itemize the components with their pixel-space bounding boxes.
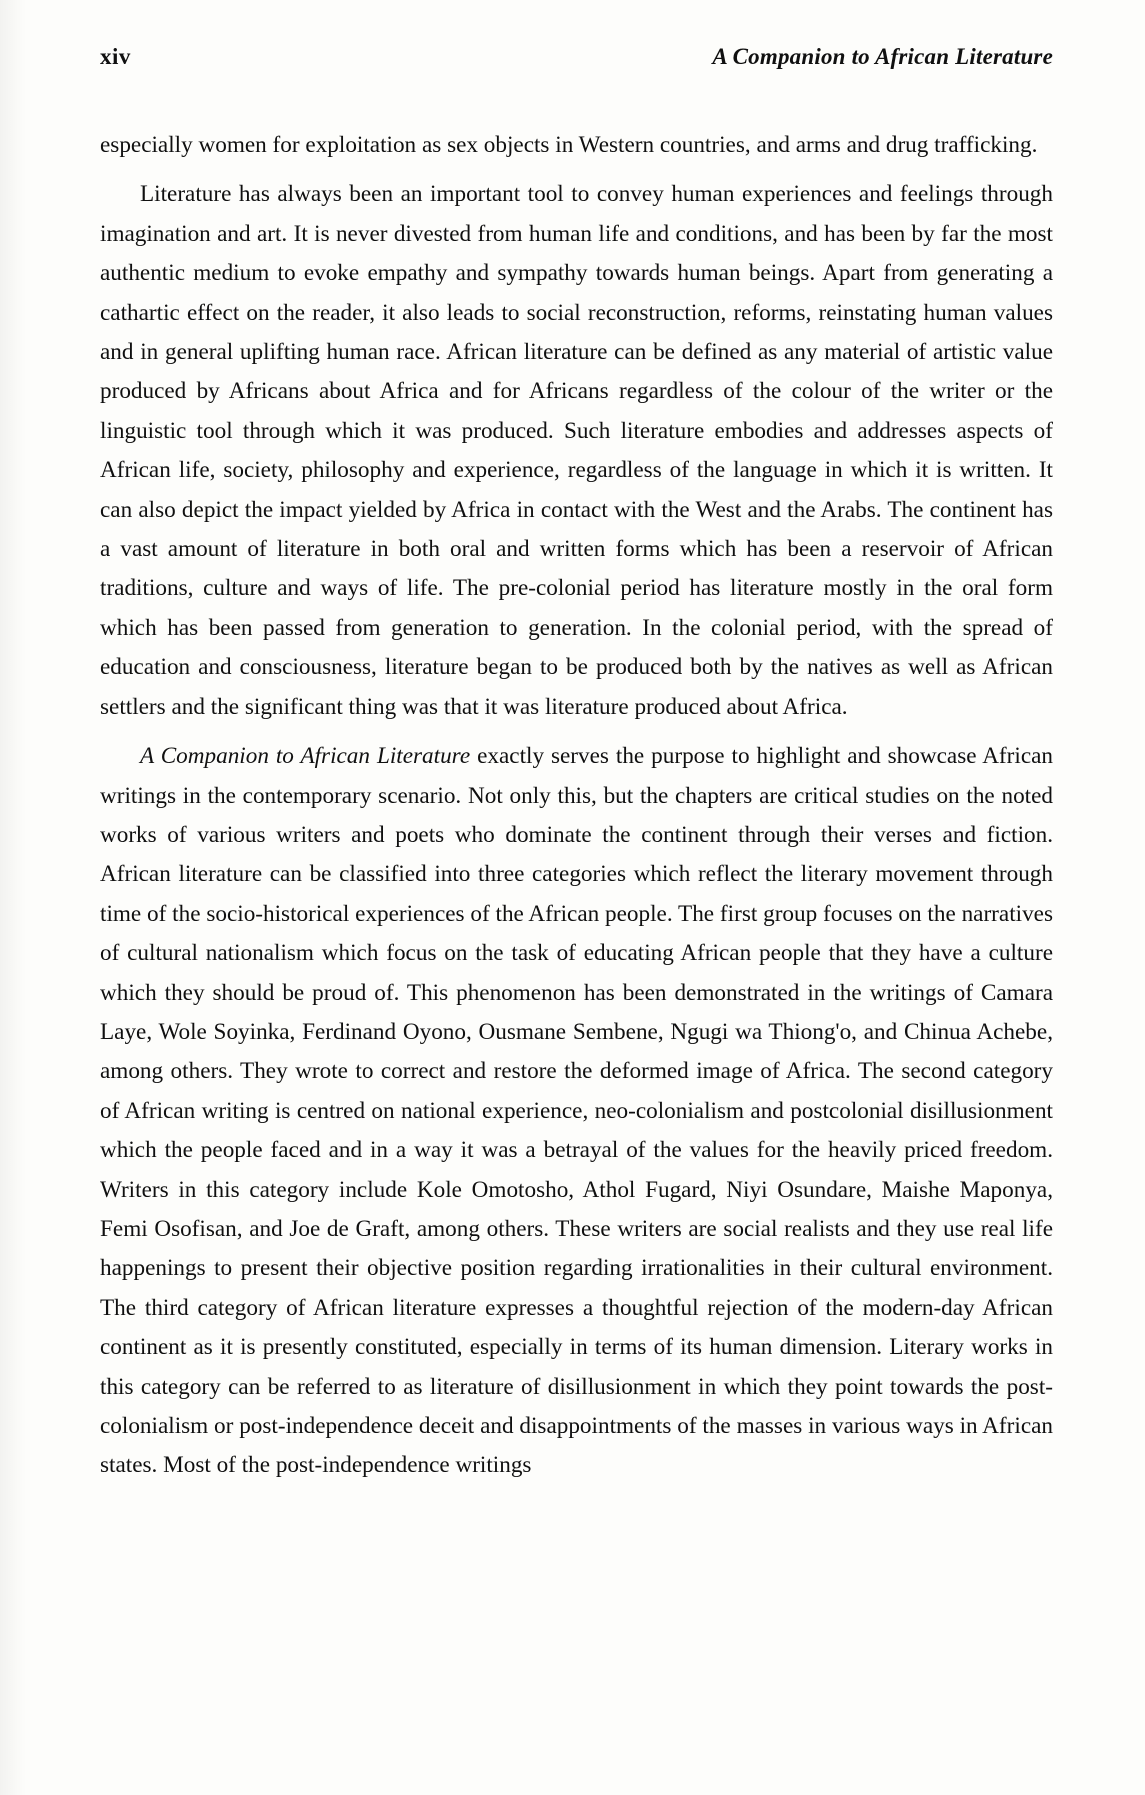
paragraph-companion	[100, 737, 1053, 1486]
paragraph-spacer	[100, 167, 1053, 175]
book-title-mention: A Companion to African Literature	[140, 743, 471, 770]
running-head	[100, 44, 1053, 70]
paragraph-companion-text: exactly serves the purpose to highlight and showcase African writings in the contemporary scenario. Not only this, but the chapters are critical studies on the noted works of various writers and poets who dominate the continent through their verses and fiction. African literature can be classified into three categories which reflect the literary movement through time of the socio-historical experiences of the African people. The first group focuses on the narratives of cultural nationalism which focus on the task of educating African people that they have a culture which they should be proud of. This phenomenon has been demonstrated in the writings of Camara Laye, Wole Soyinka, Ferdinand Oyono, Ousmane Sembene, Ngugi wa Thiong'o, and Chinua Achebe, among others. They wrote to correct and restore the deformed image of Africa. The second category of African writing is centred on national experience, neo-colonialism and postcolonial disillusionment which the people faced and in a way it was a betrayal of the values for the heavily priced freedom. Writers in this category include Kole Omotosho, Athol Fugard, Niyi Osundare, Maishe Maponya, Femi Osofisan, and Joe de Graft, among others. These writers are social realists and they use real life happenings to present their objective position regarding irrationalities in their cultural environment. The third category of African literature expresses a thoughtful rejection of the modern-day African continent as it is presently constituted, especially in terms of its human dimension. Literary works in this category can be referred to as literature of disillusionment in which they point towards the post-colonialism or post-independence deceit and disappointments of the masses in various ways in African states. Most of the post-independence writings	[100, 743, 1053, 1479]
body-text	[100, 126, 1053, 1486]
page-edge-shading	[0, 0, 26, 1795]
page-number: xiv	[100, 44, 131, 69]
book-title: A Companion to African Literature	[712, 44, 1053, 69]
paragraph-continued: especially women for exploitation as sex objects in Western countries, and arms and drug trafficking.	[100, 132, 1038, 158]
paragraph-literature-tool: Literature has always been an important tool to convey human experiences and feelings through imagination and art. It is never divested from human life and conditions, and has been by far the most authentic medium to evoke empathy and sympathy towards human beings. Apart from generating a cathartic effect on the reader, it also leads to social reconstruction, reforms, reinstating human values and in general uplifting human race. African literature can be defined as any material of artistic value produced by Africans about Africa and for Africans regardless of the colour of the writer or the linguistic tool through which it was produced. Such literature embodies and addresses aspects of African life, society, philosophy and experience, regardless of the language in which it is written. It can also depict the impact yielded by Africa in contact with the West and the Arabs. The continent has a vast amount of literature in both oral and written forms which has been a reservoir of African traditions, culture and ways of life. The pre-colonial period has literature mostly in the oral form which has been passed from generation to generation. In the colonial period, with the spread of education and consciousness, literature began to be produced both by the natives as well as African settlers and the significant thing was that it was literature produced about Africa.	[100, 181, 1053, 720]
page-content-area	[100, 44, 1053, 1488]
paragraph-spacer	[100, 729, 1053, 737]
